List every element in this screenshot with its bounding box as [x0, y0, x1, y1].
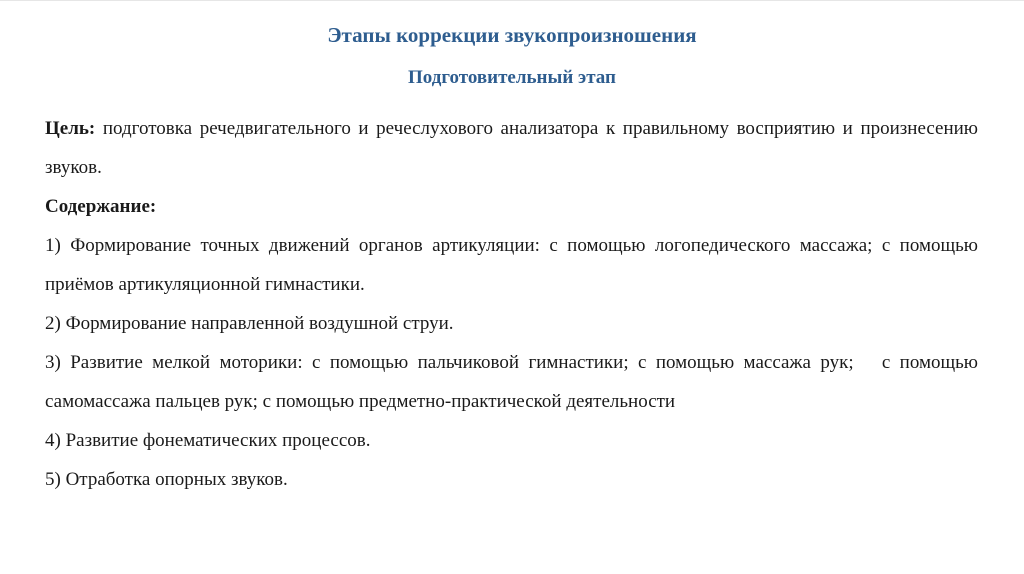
slide-subtitle: Подготовительный этап — [408, 67, 616, 88]
slide-body — [45, 109, 983, 499]
list-item-4: 4) Развитие фонематических процессов. — [45, 430, 371, 451]
slide-title: Этапы коррекции звукопроизношения — [327, 23, 697, 47]
list-item-5: 5) Отработка опорных звуков. — [45, 469, 288, 490]
goal-text: подготовка речедвигательного и речеслухового анализатора к правильному восприятию и произнесению звуков. — [45, 118, 978, 178]
list-item-2: 2) Формирование направленной воздушной струи. — [45, 313, 454, 334]
list-item-3: 3) Развитие мелкой моторики: с помощью пальчиковой гимнастики; с помощью массажа рук; с помощью самомассажа пальцев рук; с помощью предметно-практической деятельности — [45, 352, 983, 412]
goal-paragraph — [45, 109, 978, 187]
goal-label: Цель: — [45, 118, 96, 139]
list-item-1: 1) Формирование точных движений органов артикуляции: с помощью логопедического массажа; с помощью приёмов артикуляционной гимнастики. — [45, 235, 978, 295]
content-label: Содержание: — [45, 196, 157, 217]
